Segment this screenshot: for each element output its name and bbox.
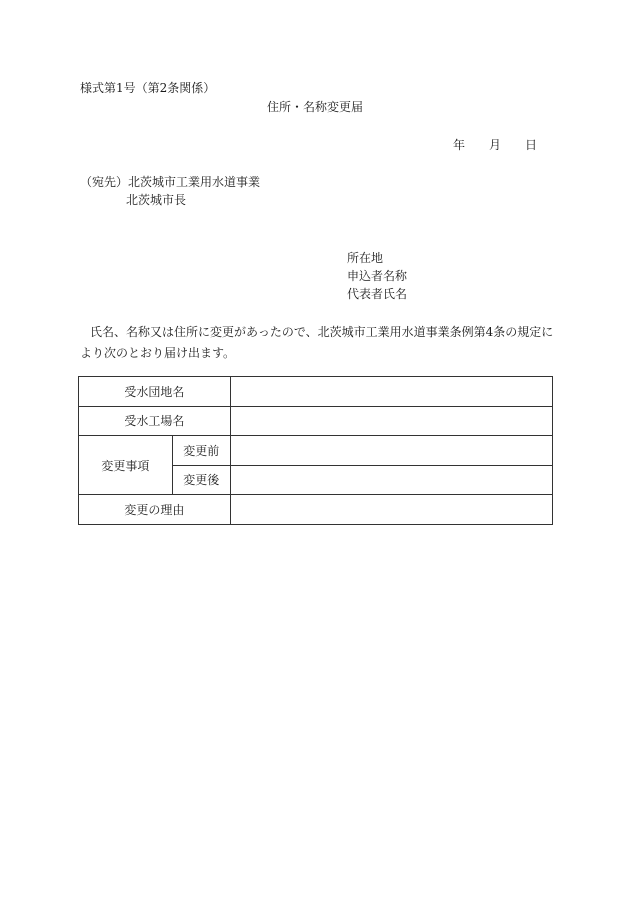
table-row [79, 495, 553, 525]
representative-label: 代表者氏名 [347, 287, 408, 301]
date-day: 日 [525, 138, 538, 152]
body-text: 氏名、名称又は住所に変更があったので、北茨城市工業用水道事業条例第4条の規定により次のとおり届け出ます。 [80, 325, 554, 360]
water-district-label: 受水団地名 [79, 377, 231, 407]
water-district-field[interactable] [230, 377, 552, 407]
applicant-name-label: 申込者名称 [347, 269, 408, 283]
water-factory-label: 受水工場名 [79, 406, 231, 436]
before-change-field[interactable] [230, 436, 552, 466]
water-factory-field[interactable] [230, 406, 552, 436]
table-row [79, 377, 553, 407]
applicant-block [347, 249, 407, 303]
before-change-label: 変更前 [172, 436, 230, 466]
form-number: 様式第1号（第2条関係） [80, 81, 216, 95]
after-change-field[interactable] [230, 465, 552, 495]
addressee-line1: （宛先）北茨城市工業用水道事業 [80, 175, 261, 189]
location-label: 所在地 [347, 251, 384, 265]
change-table [78, 376, 553, 525]
reason-field[interactable] [230, 495, 552, 525]
date-month: 月 [489, 138, 502, 152]
after-change-label: 変更後 [172, 465, 230, 495]
addressee-line2: 北茨城市長 [126, 193, 187, 207]
date-year: 年 [453, 138, 466, 152]
reason-label: 変更の理由 [79, 495, 231, 525]
table-row [79, 436, 553, 466]
date-line [453, 138, 537, 152]
document-title: 住所・名称変更届 [266, 100, 363, 114]
change-items-label: 変更事項 [79, 436, 173, 495]
table-row [79, 406, 553, 436]
